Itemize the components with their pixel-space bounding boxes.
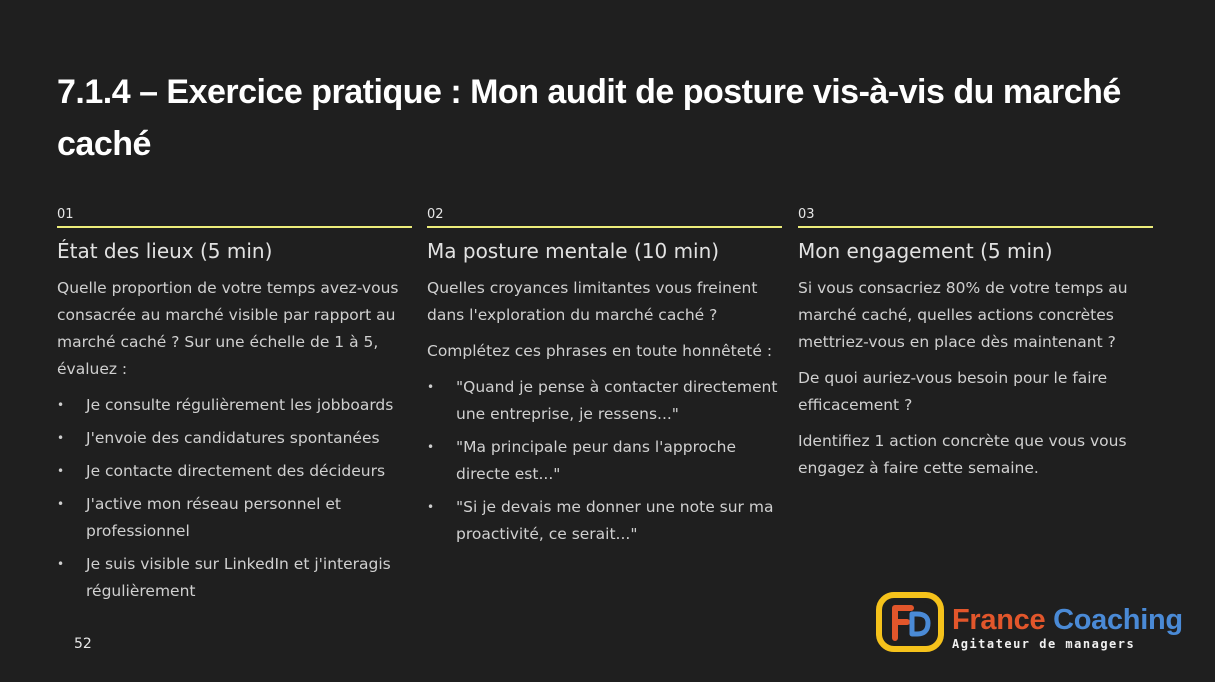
list-item-text: J'envoie des candidatures spontanées [86, 429, 380, 447]
list-item-text: Je consulte régulièrement les jobboards [86, 396, 394, 414]
list-item [57, 458, 412, 485]
logo-tagline: Agitateur de managers [952, 637, 1136, 651]
bullet-list [57, 392, 412, 605]
step-column-2 [427, 207, 782, 554]
list-item [427, 434, 782, 488]
bullet-icon: • [57, 398, 65, 412]
list-item [427, 494, 782, 548]
list-item-text: J'active mon réseau personnel et professionnel [86, 495, 341, 540]
bullet-list [427, 374, 782, 548]
france-coaching-logo [876, 592, 1194, 654]
list-item-text: "Si je devais me donner une note sur ma proactivité, ce serait..." [456, 498, 774, 543]
bullet-icon: • [427, 500, 435, 514]
list-item-text: "Quand je pense à contacter directement une entreprise, je ressens..." [456, 378, 778, 423]
step-heading: Mon engagement (5 min) [798, 239, 1053, 263]
step-heading: Ma posture mentale (10 min) [427, 239, 720, 263]
list-item [57, 392, 412, 419]
bullet-icon: • [57, 431, 65, 445]
logo-wordmark [952, 604, 1183, 637]
page-number: 52 [74, 636, 92, 652]
bullet-icon: • [57, 557, 65, 571]
step-column-3 [798, 207, 1153, 491]
bullet-icon: • [427, 380, 435, 394]
step-paragraph: Si vous consacriez 80% de votre temps au marché caché, quelles actions concrètes mettriez-vous en place dès maintenant ? [798, 279, 1128, 351]
list-item-text: Je suis visible sur LinkedIn et j'interagis régulièrement [86, 555, 391, 600]
list-item [57, 425, 412, 452]
step-paragraph: Quelles croyances limitantes vous freinent dans l'exploration du marché caché ? [427, 279, 758, 324]
list-item-text: Je contacte directement des décideurs [86, 462, 386, 480]
list-item [57, 491, 412, 545]
bullet-icon: • [57, 464, 65, 478]
step-paragraph: Quelle proportion de votre temps avez-vous consacrée au marché visible par rapport au marché caché ? Sur une échelle de 1 à 5, évaluez : [57, 279, 399, 378]
fc-monogram-icon [876, 592, 944, 652]
step-column-1 [57, 207, 412, 611]
step-number: 03 [798, 207, 1153, 228]
list-item [427, 374, 782, 428]
step-number: 01 [57, 207, 412, 228]
step-number: 02 [427, 207, 782, 228]
list-item [57, 551, 412, 605]
step-paragraph: Identifiez 1 action concrète que vous vous engagez à faire cette semaine. [798, 432, 1127, 477]
page-title: 7.1.4 – Exercice pratique : Mon audit de posture vis-à-vis du marché caché [57, 73, 1121, 163]
step-paragraph: De quoi auriez-vous besoin pour le faire efficacement ? [798, 369, 1108, 414]
bullet-icon: • [427, 440, 435, 454]
step-heading: État des lieux (5 min) [57, 239, 273, 263]
step-paragraph: Complétez ces phrases en toute honnêteté : [427, 342, 773, 360]
logo-word-france: France [952, 604, 1046, 636]
logo-word-coaching: Coaching [1053, 604, 1183, 636]
list-item-text: "Ma principale peur dans l'approche directe est..." [456, 438, 737, 483]
bullet-icon: • [57, 497, 65, 511]
